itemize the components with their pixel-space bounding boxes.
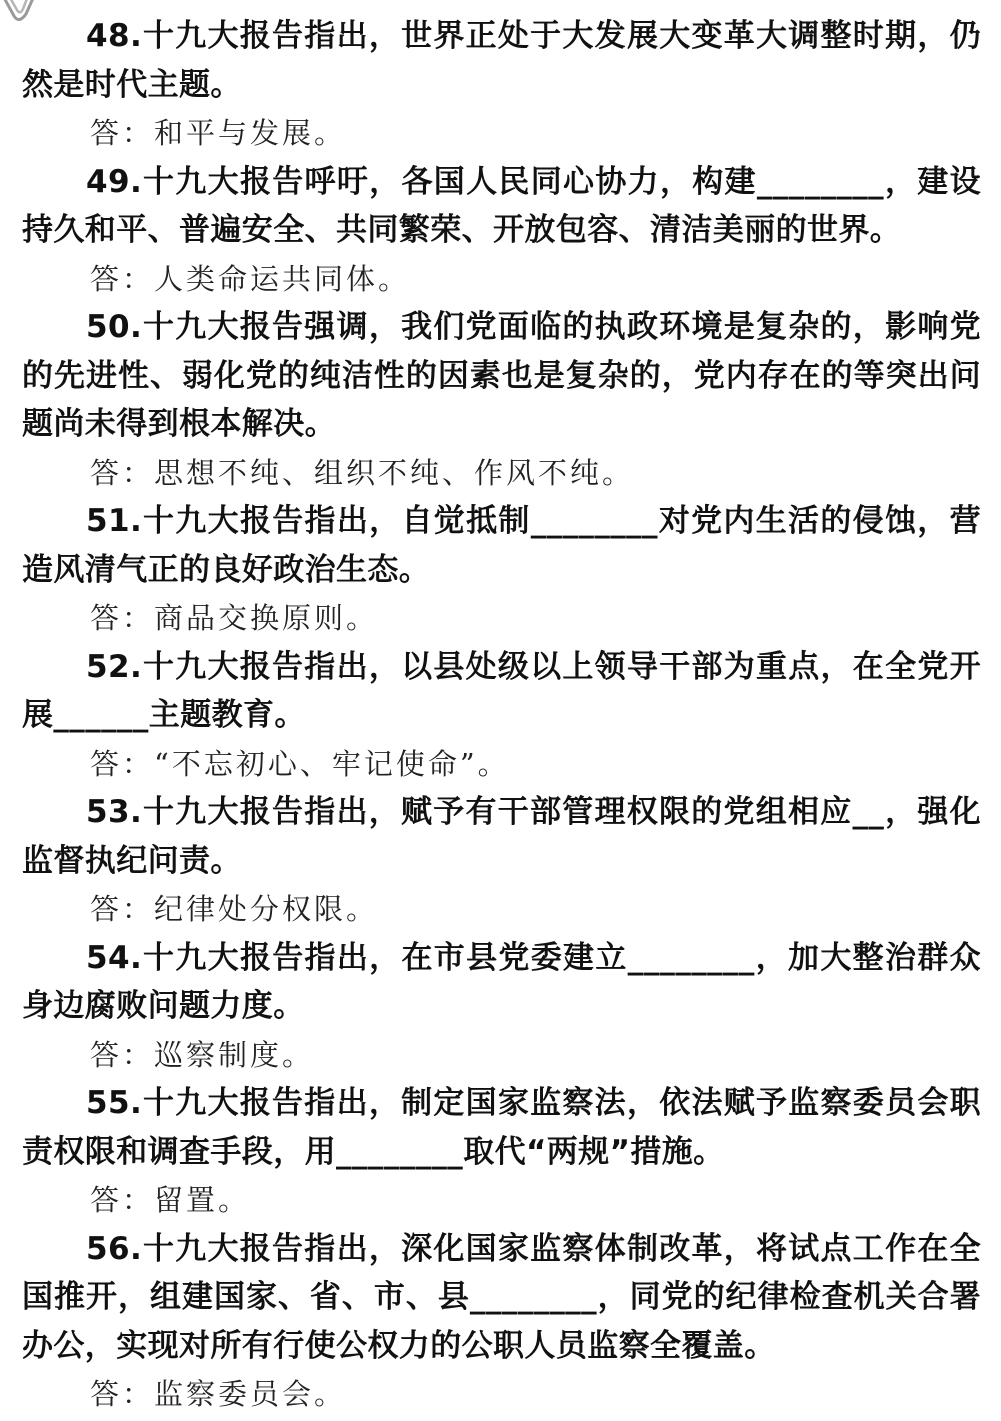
question-text: 55.十九大报告指出，制定国家监察法，依法赋予监察委员会职责权限和调查手段，用________取代“两规”措施。 — [22, 1085, 981, 1170]
qa-item-52 — [22, 643, 981, 789]
qa-item-48 — [22, 12, 981, 158]
question-text: 49.十九大报告呼吁，各国人民同心协力，构建________，建设持久和平、普遍安全、共同繁荣、开放包容、清洁美丽的世界。 — [22, 163, 981, 248]
qa-item-53 — [22, 788, 981, 934]
answer-text: 答：“不忘初心、牢记使命”。 — [90, 746, 510, 781]
answer-text: 答：巡察制度。 — [90, 1037, 315, 1072]
qa-item-49 — [22, 158, 981, 304]
question-text: 54.十九大报告指出，在市县党委建立________，加大整治群众身边腐败问题力度。 — [22, 939, 981, 1024]
answer-text: 答：思想不纯、组织不纯、作风不纯。 — [90, 455, 635, 490]
qa-item-50 — [22, 303, 981, 497]
answer-text: 答：留置。 — [90, 1183, 251, 1217]
question-text: 48.十九大报告指出，世界正处于大发展大变革大调整时期，仍然是时代主题。 — [22, 18, 981, 103]
qa-item-56 — [22, 1225, 981, 1419]
qa-item-54 — [22, 934, 981, 1080]
question-text: 56.十九大报告指出，深化国家监察体制改革，将试点工作在全国推开，组建国家、省、市、县________，同党的纪律检查机关合署办公，实现对所有行使公权力的公职人员监察全覆盖。 — [22, 1230, 981, 1364]
question-text: 50.十九大报告强调，我们党面临的执政环境是复杂的，影响党的先进性、弱化党的纯洁性的因素也是复杂的，党内存在的等突出问题尚未得到根本解决。 — [22, 309, 981, 442]
qa-item-51 — [22, 497, 981, 643]
paperclip-icon — [0, 0, 44, 24]
qa-item-55 — [22, 1079, 981, 1225]
question-text: 51.十九大报告指出，自觉抵制________对党内生活的侵蚀，营造风清气正的良好政治生态。 — [22, 503, 981, 588]
answer-text: 答：监察委员会。 — [90, 1377, 347, 1411]
answer-text: 答：纪律处分权限。 — [90, 892, 379, 926]
answer-text: 答：人类命运共同体。 — [90, 261, 411, 296]
answer-text: 答：和平与发展。 — [90, 116, 347, 150]
answer-text: 答：商品交换原则。 — [90, 601, 379, 635]
question-text: 52.十九大报告指出，以县处级以上领导干部为重点，在全党开展______主题教育。 — [22, 648, 981, 733]
question-text: 53.十九大报告指出，赋予有干部管理权限的党组相应__，强化监督执纪问责。 — [22, 794, 981, 879]
